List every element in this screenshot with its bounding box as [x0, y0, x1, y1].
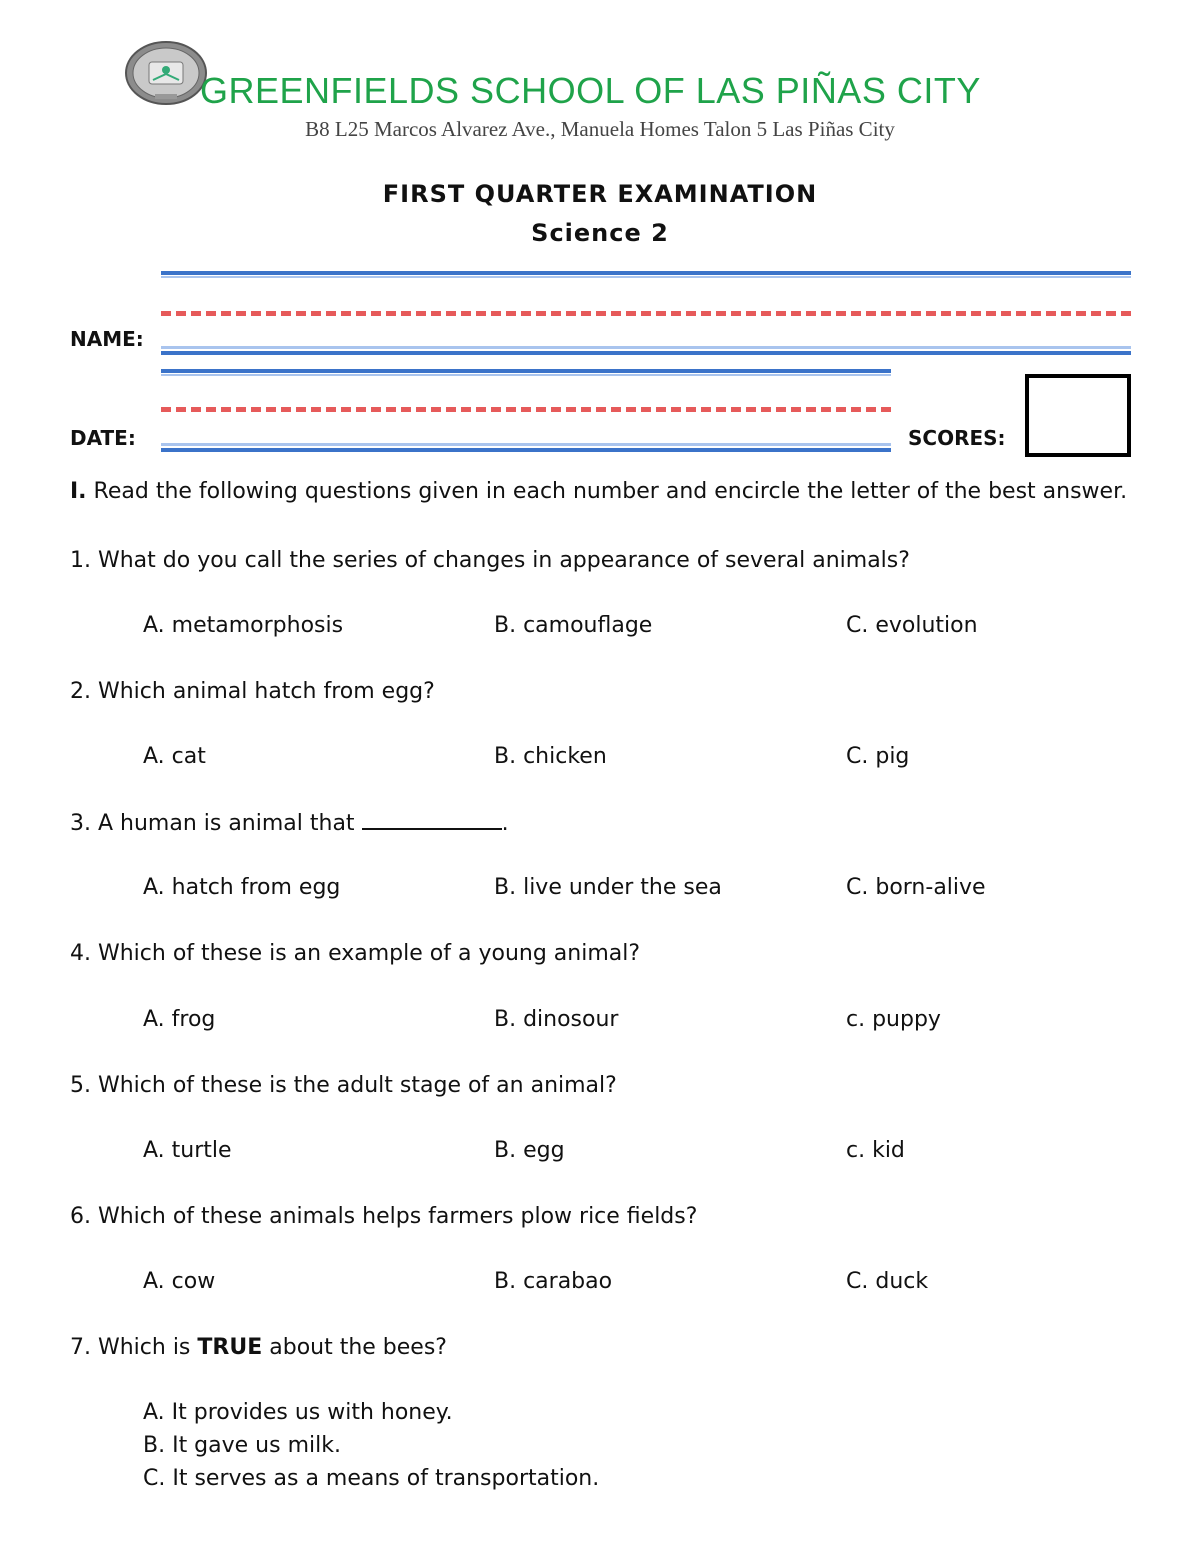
question-7-text-bold: TRUE	[197, 1335, 263, 1360]
question-7-option-a[interactable]: A. It provides us with honey.	[143, 1400, 453, 1425]
question-6-option-c[interactable]: C. duck	[846, 1269, 929, 1294]
exam-title: FIRST QUARTER EXAMINATION	[382, 180, 818, 208]
date-top-line	[161, 369, 891, 373]
question-3-option-c[interactable]: C. born-alive	[846, 875, 986, 900]
question-6-option-b[interactable]: B. carabao	[494, 1269, 613, 1294]
question-7-option-b[interactable]: B. It gave us milk.	[143, 1433, 341, 1458]
question-2-option-c[interactable]: C. pig	[846, 744, 910, 769]
question-7-text-after: about the bees?	[262, 1335, 447, 1360]
date-label: DATE:	[70, 426, 136, 450]
question-1-option-a[interactable]: A. metamorphosis	[143, 613, 344, 638]
instructions-number: I.	[70, 479, 87, 504]
question-2-option-b[interactable]: B. chicken	[494, 744, 607, 769]
score-box[interactable]	[1025, 374, 1131, 457]
name-mid-dashed-line	[161, 311, 1131, 316]
name-label: NAME:	[70, 327, 144, 351]
exam-subject: Science 2	[531, 219, 669, 247]
question-4-option-a[interactable]: A. frog	[143, 1007, 216, 1032]
name-top-line	[161, 271, 1131, 275]
instructions	[70, 479, 1127, 504]
question-6: 6. Which of these animals helps farmers plow rice fields?	[70, 1204, 698, 1229]
name-base-line-shadow	[161, 346, 1131, 349]
name-base-line	[161, 351, 1131, 355]
scores-label: SCORES:	[908, 426, 1006, 450]
answer-blank[interactable]	[362, 810, 502, 830]
school-seal-logo	[125, 40, 207, 106]
question-5-option-b[interactable]: B. egg	[494, 1138, 565, 1163]
date-mid-dashed-line	[161, 407, 891, 412]
question-5: 5. Which of these is the adult stage of an animal?	[70, 1073, 617, 1098]
question-2-option-a[interactable]: A. cat	[143, 744, 206, 769]
school-address: B8 L25 Marcos Alvarez Ave., Manuela Homes Talon 5 Las Piñas City	[305, 117, 895, 141]
school-name: GREENFIELDS SCHOOL OF LAS PIÑAS CITY	[200, 70, 981, 111]
question-7-text-before: 7. Which is	[70, 1335, 198, 1360]
question-7-option-c[interactable]: C. It serves as a means of transportation.	[143, 1466, 600, 1491]
question-3-text-before: 3. A human is animal that	[70, 811, 362, 836]
question-3	[70, 810, 509, 836]
question-5-option-c[interactable]: c. kid	[846, 1138, 905, 1163]
question-1-option-c[interactable]: C. evolution	[846, 613, 978, 638]
date-top-line-shadow	[161, 374, 891, 376]
question-6-option-a[interactable]: A. cow	[143, 1269, 216, 1294]
date-base-line	[161, 448, 891, 452]
question-7	[70, 1335, 447, 1360]
question-3-option-a[interactable]: A. hatch from egg	[143, 875, 341, 900]
name-top-line-shadow	[161, 276, 1131, 278]
question-4-option-c[interactable]: c. puppy	[846, 1007, 941, 1032]
question-5-option-a[interactable]: A. turtle	[143, 1138, 232, 1163]
question-1-option-b[interactable]: B. camouflage	[494, 613, 653, 638]
question-3-text-after: .	[501, 811, 509, 836]
question-4: 4. Which of these is an example of a young animal?	[70, 941, 641, 966]
question-4-option-b[interactable]: B. dinosour	[494, 1007, 619, 1032]
question-2: 2. Which animal hatch from egg?	[70, 679, 435, 704]
date-base-line-shadow	[161, 443, 891, 446]
question-3-option-b[interactable]: B. live under the sea	[494, 875, 722, 900]
question-1: 1. What do you call the series of changes in appearance of several animals?	[70, 548, 910, 573]
instructions-text: Read the following questions given in each number and encircle the letter of the best answer.	[93, 479, 1128, 504]
